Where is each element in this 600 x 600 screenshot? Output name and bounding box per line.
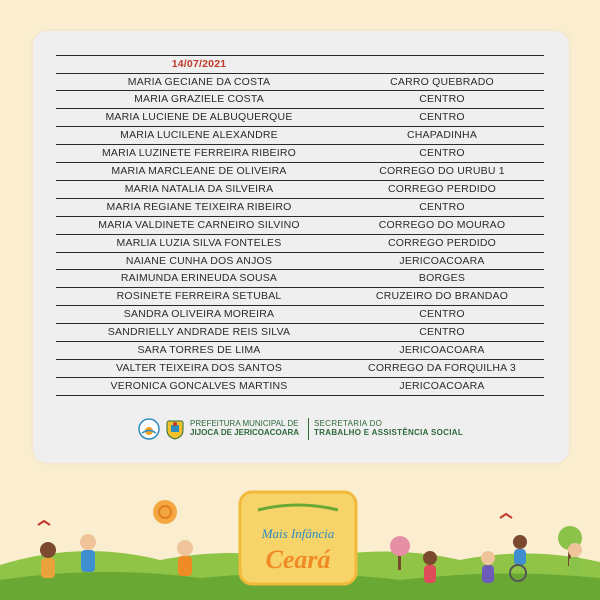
brand-line1: Mais Infância bbox=[261, 526, 335, 541]
place-cell: CENTRO bbox=[419, 308, 465, 321]
name-cell: MARIA NATALIA DA SILVEIRA bbox=[124, 182, 274, 195]
table-row bbox=[56, 127, 544, 145]
place-cell: CORREGO PERDIDO bbox=[387, 236, 496, 249]
table-row bbox=[56, 91, 544, 109]
name-cell: MARIA GECIANE DA COSTA bbox=[127, 75, 271, 88]
bird-icon bbox=[500, 514, 512, 518]
brand-line2: Ceará bbox=[265, 545, 331, 574]
name-cell: ROSINETE FERREIRA SETUBAL bbox=[116, 290, 282, 303]
table-row bbox=[56, 324, 544, 342]
table-row bbox=[56, 288, 544, 306]
name-cell: MARLIA LUZIA SILVA FONTELES bbox=[116, 236, 282, 249]
place-cell: CORREGO DO MOURAO bbox=[378, 218, 506, 231]
name-cell: SANDRA OLIVEIRA MOREIRA bbox=[123, 308, 275, 321]
table-row bbox=[56, 145, 544, 163]
place-cell: CENTRO bbox=[419, 147, 465, 160]
place-cell: BORGES bbox=[418, 272, 466, 285]
name-cell: SARA TORRES DE LIMA bbox=[137, 343, 261, 356]
table-row bbox=[56, 378, 544, 396]
name-cell: VERONICA GONCALVES MARTINS bbox=[110, 379, 288, 392]
child-figure-icon bbox=[481, 551, 495, 583]
name-cell: SANDRIELLY ANDRADE REIS SILVA bbox=[107, 326, 291, 339]
date-row bbox=[56, 56, 544, 74]
secretaria-line2: TRABALHO E ASSISTÊNCIA SOCIAL bbox=[314, 428, 464, 437]
prefeitura-emblem-icon bbox=[138, 418, 160, 440]
prefeitura-text bbox=[190, 419, 299, 437]
brand-logo bbox=[240, 492, 356, 584]
place-cell: CENTRO bbox=[419, 93, 465, 106]
name-cell: RAIMUNDA ERINEUDA SOUSA bbox=[120, 272, 278, 285]
footer-logos bbox=[138, 416, 468, 442]
table-row bbox=[56, 360, 544, 378]
table-row bbox=[56, 342, 544, 360]
child-figure-icon bbox=[177, 540, 193, 576]
table-row bbox=[56, 74, 544, 92]
children-playground-illustration bbox=[0, 470, 600, 600]
place-cell: JERICOACOARA bbox=[399, 379, 485, 392]
name-cell: MARIA REGIANE TEIXEIRA RIBEIRO bbox=[106, 200, 292, 213]
table-row bbox=[56, 199, 544, 217]
date-label: 14/07/2021 bbox=[171, 58, 227, 70]
child-figure-icon bbox=[423, 551, 437, 583]
place-cell: CENTRO bbox=[419, 326, 465, 339]
table-row bbox=[56, 253, 544, 271]
name-cell: MARIA LUCIENE DE ALBUQUERQUE bbox=[105, 111, 293, 124]
place-cell: CORREGO DA FORQUILHA 3 bbox=[368, 361, 516, 374]
name-cell: MARIA GRAZIELE COSTA bbox=[134, 93, 264, 106]
sun-icon bbox=[153, 500, 177, 524]
place-cell: CORREGO DO URUBU 1 bbox=[379, 165, 505, 178]
footer-separator bbox=[308, 418, 309, 440]
table-row bbox=[56, 270, 544, 288]
name-cell: MARIA LUCILENE ALEXANDRE bbox=[120, 129, 278, 142]
bird-icon bbox=[38, 521, 50, 525]
name-cell: MARIA VALDINETE CARNEIRO SILVINO bbox=[98, 218, 300, 231]
prefeitura-line2: JIJOCA DE JERICOACOARA bbox=[190, 428, 300, 437]
table-row bbox=[56, 163, 544, 181]
secretaria-line1: SECRETARIA DO bbox=[314, 419, 383, 428]
name-cell: MARIA MARCLEANE DE OLIVEIRA bbox=[111, 165, 287, 178]
place-cell: CENTRO bbox=[419, 111, 465, 124]
table-row bbox=[56, 181, 544, 199]
child-figure-icon bbox=[568, 543, 582, 575]
place-cell: CENTRO bbox=[419, 200, 465, 213]
place-cell: CORREGO PERDIDO bbox=[387, 182, 496, 195]
table-row bbox=[56, 109, 544, 127]
name-cell: VALTER TEIXEIRA DOS SANTOS bbox=[115, 361, 283, 374]
attendance-table bbox=[56, 55, 544, 396]
place-cell: CHAPADINHA bbox=[406, 129, 478, 142]
city-crest-icon bbox=[164, 418, 186, 440]
place-cell: CRUZEIRO DO BRANDAO bbox=[375, 290, 509, 303]
secretaria-text bbox=[314, 419, 463, 437]
table-row bbox=[56, 217, 544, 235]
place-cell: JERICOACOARA bbox=[399, 254, 485, 267]
name-cell: NAIANE CUNHA DOS ANJOS bbox=[125, 254, 273, 267]
child-figure-icon bbox=[40, 542, 56, 578]
table-row bbox=[56, 306, 544, 324]
name-cell: MARIA LUZINETE FERREIRA RIBEIRO bbox=[101, 147, 297, 160]
place-cell: JERICOACOARA bbox=[399, 343, 485, 356]
table-row bbox=[56, 235, 544, 253]
child-figure-icon bbox=[80, 534, 96, 572]
place-cell: CARRO QUEBRADO bbox=[390, 75, 494, 88]
prefeitura-line1: PREFEITURA MUNICIPAL DE bbox=[190, 419, 299, 428]
